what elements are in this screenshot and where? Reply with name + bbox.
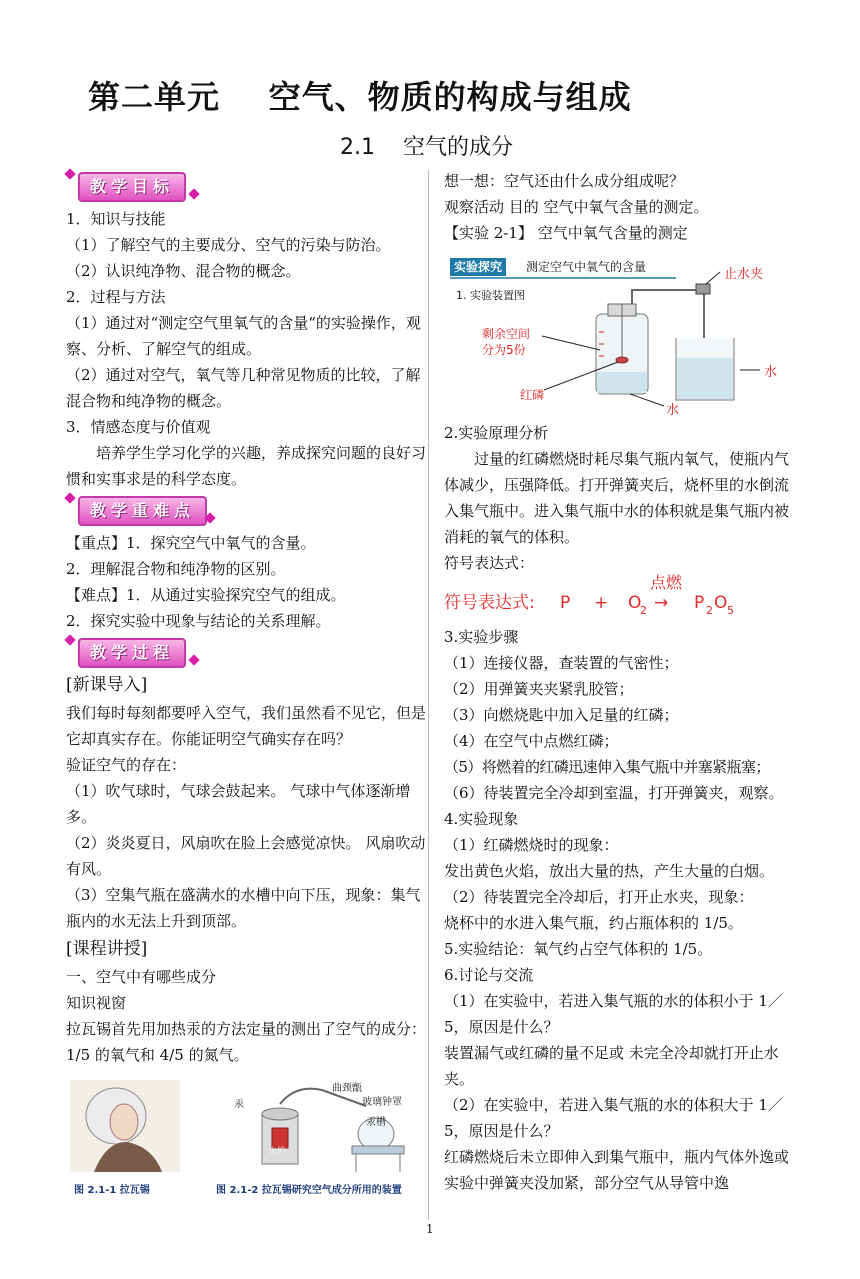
intro-heading: [新课导入] bbox=[66, 675, 148, 695]
goal-line: （1）通过对“测定空气里氧气的含量“的实验操作，观察、分析、了解空气的组成。 bbox=[66, 314, 421, 358]
intro-line: 我们每时每刻都要呼入空气，我们虽然看不见它，但是它却真实存在。你能证明空气确实存在吗？ bbox=[66, 704, 427, 748]
keypoints-badge-wrap bbox=[66, 492, 426, 528]
goal-line: 1．知识与技能 bbox=[66, 210, 166, 228]
keypoint-line: 【难点】1．从通过实验探究空气的组成。 bbox=[66, 586, 346, 604]
phenomenon-line: 烧杯中的水进入集气瓶，约占瓶体积的 1/5。 bbox=[444, 914, 743, 932]
right-line: 观察活动 目的 空气中氧气含量的测定。 bbox=[444, 198, 709, 216]
lesson-title: 2.1 空气的成分 bbox=[340, 135, 513, 160]
formula-reactant-o-sub: 2 bbox=[640, 604, 647, 617]
lecture-heading: [课程讲授] bbox=[66, 939, 148, 959]
keypoint-line: 2．探究实验中现象与结论的关系理解。 bbox=[66, 612, 331, 630]
goal-line: 3．情感态度与价值观 bbox=[66, 418, 211, 436]
apparatus-subtitle: 1. 实验装置图 bbox=[456, 289, 525, 302]
diamond-icon bbox=[64, 492, 75, 503]
label-water-bottom: 水 bbox=[666, 403, 680, 418]
fig-label: 汞槽 bbox=[366, 1117, 386, 1128]
principle-text: 过量的红磷燃烧时耗尽集气瓶内氧气，使瓶内气体减少，压强降低。打开弹簧夹后，烧杯里的水倒流入集气瓶中。进入集气瓶中水的体积就是集气瓶内被消耗的氧气的体积。 bbox=[444, 450, 790, 546]
goal-line: 2．过程与方法 bbox=[66, 288, 166, 306]
phenomenon-line: （2）待装置完全冷却后，打开止水夹，现象： bbox=[444, 888, 754, 906]
fig-label: 火炉 bbox=[269, 1146, 285, 1155]
goal-line: （2）认识纯净物、混合物的概念。 bbox=[66, 262, 301, 280]
left-column bbox=[66, 168, 426, 1194]
goal-line: （2）通过对空气，氧气等几种常见物质的比较，了解混合物和纯净物的概念。 bbox=[66, 366, 421, 410]
formula-product-p: P bbox=[694, 593, 705, 613]
formula-reactant-p: P bbox=[560, 593, 571, 613]
label-water-beaker: 水 bbox=[764, 365, 778, 380]
goal-line: 培养学生学习化学的兴趣，养成探究问题的良好习惯和实事求是的科学态度。 bbox=[66, 444, 427, 488]
figure-caption: 图 2.1-1 拉瓦锡 bbox=[74, 1185, 150, 1196]
column-divider bbox=[428, 170, 429, 1220]
right-line: 想一想：空气还由什么成分组成呢？ bbox=[444, 172, 685, 190]
label-phosphorus: 红磷 bbox=[520, 388, 545, 402]
conclusion-line: 5.实验结论：氧气约占空气体积的 1/5。 bbox=[444, 940, 713, 958]
symbol-label: 符号表达式： bbox=[444, 554, 535, 572]
phenomenon-line: 4.实验现象 bbox=[444, 810, 519, 828]
intro-line: （3）空集气瓶在盛满水的水槽中向下压，现象：集气瓶内的水无法上升到顶部。 bbox=[66, 886, 421, 930]
lecture-line: 知识视窗 bbox=[66, 994, 127, 1012]
lecture-line: 一、空气中有哪些成分 bbox=[66, 968, 217, 986]
arrow-icon: → bbox=[654, 593, 669, 613]
figure-caption: 图 2.1-2 拉瓦锡研究空气成分所用的装置 bbox=[216, 1185, 402, 1196]
formula-product-o-sub: 5 bbox=[727, 604, 734, 617]
formula-prefix: 符号表达式: bbox=[444, 593, 535, 613]
phenomenon-line: （1）红磷燃烧时的现象： bbox=[444, 836, 619, 854]
formula-reactant-o: O bbox=[628, 593, 642, 613]
step-line: （4）在空气中点燃红磷； bbox=[444, 732, 619, 750]
label-space: 剩余空间 bbox=[482, 327, 531, 341]
step-line: （1）连接仪器，查装置的气密性； bbox=[444, 654, 679, 672]
label-clamp: 止水夹 bbox=[724, 267, 764, 282]
discussion-line: 6.讨论与交流 bbox=[444, 966, 534, 984]
step-line: （2）用弹簧夹夹紧乳胶管； bbox=[444, 680, 634, 698]
goals-badge: 教学目标 bbox=[78, 172, 186, 202]
apparatus-title: 测定空气中氧气的含量 bbox=[526, 260, 647, 274]
unit-title: 第二单元 空气、物质的构成与组成 bbox=[88, 78, 632, 116]
formula-plus: + bbox=[594, 593, 609, 613]
apparatus-tag: 实验探究 bbox=[450, 258, 506, 276]
formula-condition: 点燃 bbox=[650, 573, 683, 592]
right-column bbox=[444, 168, 796, 1196]
diamond-icon bbox=[188, 188, 199, 199]
lavoisier-figure bbox=[66, 1076, 410, 1194]
formula-product-o: O bbox=[714, 593, 728, 613]
fig-label: 汞 bbox=[234, 1099, 244, 1110]
intro-line: 验证空气的存在： bbox=[66, 756, 187, 774]
lecture-line: 拉瓦锡首先用加热汞的方法定量的测出了空气的成分：1/5 的氧气和 4/5 的氮气。 bbox=[66, 1020, 427, 1064]
principle-heading: 2.实验原理分析 bbox=[444, 424, 549, 442]
discussion-line: （2）在实验中，若进入集气瓶的水的体积大于 1／5，原因是什么？ bbox=[444, 1096, 783, 1140]
right-line: 【实验 2-1】 空气中氧气含量的测定 bbox=[444, 224, 688, 242]
keypoints-badge: 教学重难点 bbox=[78, 496, 207, 526]
diamond-icon bbox=[188, 654, 199, 665]
step-line: 3.实验步骤 bbox=[444, 628, 519, 646]
fig-label: 曲颈甑 bbox=[332, 1083, 362, 1094]
goal-line: （1）了解空气的主要成分、空气的污染与防治。 bbox=[66, 236, 391, 254]
apparatus-figure bbox=[444, 254, 796, 420]
diamond-icon bbox=[64, 168, 75, 179]
process-badge-wrap bbox=[66, 634, 426, 670]
process-badge: 教学过程 bbox=[78, 638, 186, 668]
step-line: （3）向燃烧匙中加入足量的红磷； bbox=[444, 706, 679, 724]
step-line: （6）待装置完全冷却到室温，打开弹簧夹，观察。 bbox=[444, 784, 784, 802]
formula bbox=[444, 573, 796, 617]
intro-line: （1）吹气球时，气球会鼓起来。 气球中气体逐渐增多。 bbox=[66, 782, 411, 826]
diamond-icon bbox=[64, 634, 75, 645]
discussion-line: 红磷燃烧后未立即伸入到集气瓶中，瓶内气体外逸或实验中弹簧夹没加紧，部分空气从导管中逸 bbox=[444, 1148, 790, 1192]
discussion-line: （1）在实验中，若进入集气瓶的水的体积小于 1／5，原因是什么？ bbox=[444, 992, 783, 1036]
discussion-line: 装置漏气或红磷的量不足或 未完全冷却就打开止水夹。 bbox=[444, 1044, 779, 1088]
goals-badge-wrap bbox=[66, 168, 426, 204]
fig-label: 玻璃钟罩 bbox=[362, 1097, 402, 1108]
keypoint-line: 【重点】1．探究空气中氧气的含量。 bbox=[66, 534, 316, 552]
label-space-2: 分为5份 bbox=[482, 343, 526, 357]
step-line: （5）将燃着的红磷迅速伸入集气瓶中并塞紧瓶塞； bbox=[444, 758, 770, 776]
phenomenon-line: 发出黄色火焰，放出大量的热，产生大量的白烟。 bbox=[444, 862, 775, 880]
keypoint-line: 2．理解混合物和纯净物的区别。 bbox=[66, 560, 286, 578]
page-number: 1 bbox=[426, 1222, 434, 1236]
formula-product-p-sub: 2 bbox=[706, 604, 713, 617]
intro-line: （2）炎炎夏日，风扇吹在脸上会感觉凉快。 风扇吹动有风。 bbox=[66, 834, 426, 878]
